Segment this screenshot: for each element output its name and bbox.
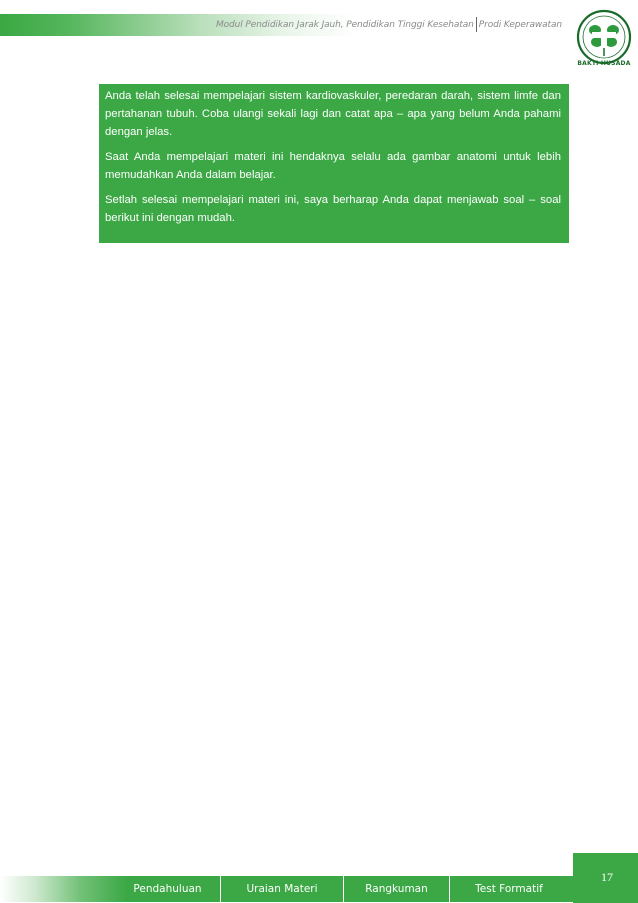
header-text bbox=[216, 17, 562, 32]
nav-rangkuman[interactable]: Rangkuman bbox=[365, 883, 428, 895]
header-separator bbox=[476, 17, 477, 32]
summary-paragraph-3: Setlah selesai mempelajari materi ini, saya berharap Anda dapat menjawab soal – soal berikut ini dengan mudah. bbox=[105, 194, 561, 224]
bakti-husada-logo bbox=[575, 8, 633, 78]
summary-paragraph-1: Anda telah selesai mempelajari sistem kardiovaskuler, peredaran darah, sistem limfe dan pertahanan tubuh. Coba ulangi sekali lagi dan catat apa – apa yang belum Anda pahami dengan jelas. bbox=[105, 90, 561, 138]
page-number: 17 bbox=[601, 870, 613, 884]
nav-pendahuluan[interactable]: Pendahuluan bbox=[133, 883, 202, 895]
nav-uraian-materi[interactable]: Uraian Materi bbox=[246, 883, 318, 895]
summary-box bbox=[99, 84, 569, 243]
summary-paragraph-2: Saat Anda mempelajari materi ini hendaknya selalu ada gambar anatomi untuk lebih memudahkan Anda dalam belajar. bbox=[105, 151, 561, 181]
course-title: Modul Pendidikan Jarak Jauh, Pendidikan Tinggi Kesehatan bbox=[215, 20, 474, 30]
logo-caption: BAKTI HUSADA bbox=[577, 60, 631, 67]
nav-test-formatif[interactable]: Test Formatif bbox=[475, 883, 543, 895]
program-name: Prodi Keperawatan bbox=[478, 20, 562, 30]
